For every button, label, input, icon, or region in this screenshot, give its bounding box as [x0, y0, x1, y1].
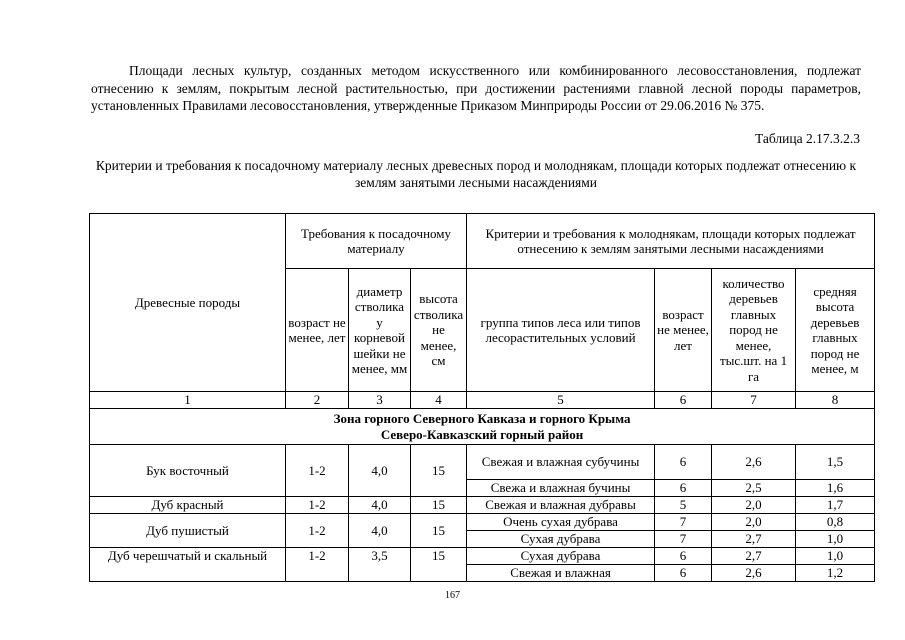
- avg-height-cell: 1,0: [796, 531, 875, 548]
- col-number: 1: [90, 392, 286, 409]
- zone-heading: [90, 409, 875, 445]
- age-cell: 1-2: [286, 445, 349, 497]
- young-age-cell: 7: [655, 531, 712, 548]
- height-cell: 15: [411, 497, 467, 514]
- avg-height-cell: 1,6: [796, 480, 875, 497]
- table-row: [90, 445, 875, 480]
- avg-height-cell: 1,7: [796, 497, 875, 514]
- forest-type-cell: Свежая и влажная субучины: [467, 445, 655, 480]
- header-avg-height: средняя высота деревьев главных пород не менее, м: [796, 269, 875, 392]
- col-number: 2: [286, 392, 349, 409]
- avg-height-cell: 1,2: [796, 565, 875, 582]
- young-age-cell: 7: [655, 514, 712, 531]
- forest-type-cell: Свежая и влажная дубравы: [467, 497, 655, 514]
- count-cell: 2,0: [712, 514, 796, 531]
- header-count: количество деревьев главных пород не менее, тыс.шт. на 1 га: [712, 269, 796, 392]
- district-title: Северо-Кавказский горный район: [380, 426, 584, 442]
- header-young-age: возраст не менее, лет: [655, 269, 712, 392]
- table-row: [90, 497, 875, 514]
- table-row: [90, 514, 875, 531]
- count-cell: 2,7: [712, 531, 796, 548]
- column-numbers-row: [90, 392, 875, 409]
- col-number: 5: [467, 392, 655, 409]
- species-cell: Дуб черешчатый и скальный: [90, 548, 286, 582]
- header-forest-type: группа типов леса или типов лесорастительных условий: [467, 269, 655, 392]
- zone-row: [90, 409, 875, 445]
- col-number: 8: [796, 392, 875, 409]
- count-cell: 2,0: [712, 497, 796, 514]
- intro-paragraph: Площади лесных культур, созданных методом искусственного или комбинированного лесовосстановления, подлежат отнесению к землям, покрытым лесной растительностью, при достижении растениями главной лесной породы параметров, установленных Правилами лесовосстановления, утвержденные Приказом Минприроды России от 29.06.2016 № 375.: [91, 63, 861, 113]
- count-cell: 2,6: [712, 565, 796, 582]
- forest-type-cell: Сухая дубрава: [467, 531, 655, 548]
- avg-height-cell: 1,5: [796, 445, 875, 480]
- col-number: 3: [349, 392, 411, 409]
- header-diameter: диаметр стволика у корневой шейки не менее, мм: [349, 269, 411, 392]
- forest-type-cell: Свежая и влажная: [467, 565, 655, 582]
- page-number: 167: [445, 590, 460, 601]
- zone-title: Зона горного Северного Кавказа и горного Крыма: [333, 410, 631, 426]
- table-row: [90, 548, 875, 565]
- age-cell: 1-2: [286, 548, 349, 582]
- diameter-cell: 4,0: [349, 445, 411, 497]
- header-age: возраст не менее, лет: [286, 269, 349, 392]
- species-cell: Дуб красный: [90, 497, 286, 514]
- young-age-cell: 5: [655, 497, 712, 514]
- young-age-cell: 6: [655, 565, 712, 582]
- age-cell: 1-2: [286, 514, 349, 548]
- diameter-cell: 3,5: [349, 548, 411, 582]
- table-caption: Критерии и требования к посадочному материалу лесных древесных пород и молоднякам, площади которых подлежат отнесению к землям занятыми лесными насаждениями: [95, 158, 857, 190]
- criteria-table: [89, 213, 875, 582]
- col-number: 6: [655, 392, 712, 409]
- header-species: Древесные породы: [90, 214, 286, 392]
- header-row-1: [90, 214, 875, 269]
- header-planting-material: Требования к посадочному материалу: [286, 214, 467, 269]
- species-cell: Бук восточный: [90, 445, 286, 497]
- forest-type-cell: Сухая дубрава: [467, 548, 655, 565]
- diameter-cell: 4,0: [349, 497, 411, 514]
- header-height: высота стволика не менее, см: [411, 269, 467, 392]
- young-age-cell: 6: [655, 480, 712, 497]
- age-cell: 1-2: [286, 497, 349, 514]
- young-age-cell: 6: [655, 445, 712, 480]
- height-cell: 15: [411, 445, 467, 497]
- young-age-cell: 6: [655, 548, 712, 565]
- forest-type-cell: Свежа и влажная бучины: [467, 480, 655, 497]
- species-cell: Дуб пушистый: [90, 514, 286, 548]
- avg-height-cell: 1,0: [796, 548, 875, 565]
- count-cell: 2,6: [712, 445, 796, 480]
- count-cell: 2,7: [712, 548, 796, 565]
- col-number: 7: [712, 392, 796, 409]
- count-cell: 2,5: [712, 480, 796, 497]
- forest-type-cell: Очень сухая дубрава: [467, 514, 655, 531]
- col-number: 4: [411, 392, 467, 409]
- height-cell: 15: [411, 514, 467, 548]
- diameter-cell: 4,0: [349, 514, 411, 548]
- height-cell: 15: [411, 548, 467, 582]
- header-young-stands: Критерии и требования к молоднякам, площади которых подлежат отнесению к землям занятыми лесными насаждениями: [467, 214, 875, 269]
- table-number: Таблица 2.17.3.2.3: [755, 131, 860, 146]
- avg-height-cell: 0,8: [796, 514, 875, 531]
